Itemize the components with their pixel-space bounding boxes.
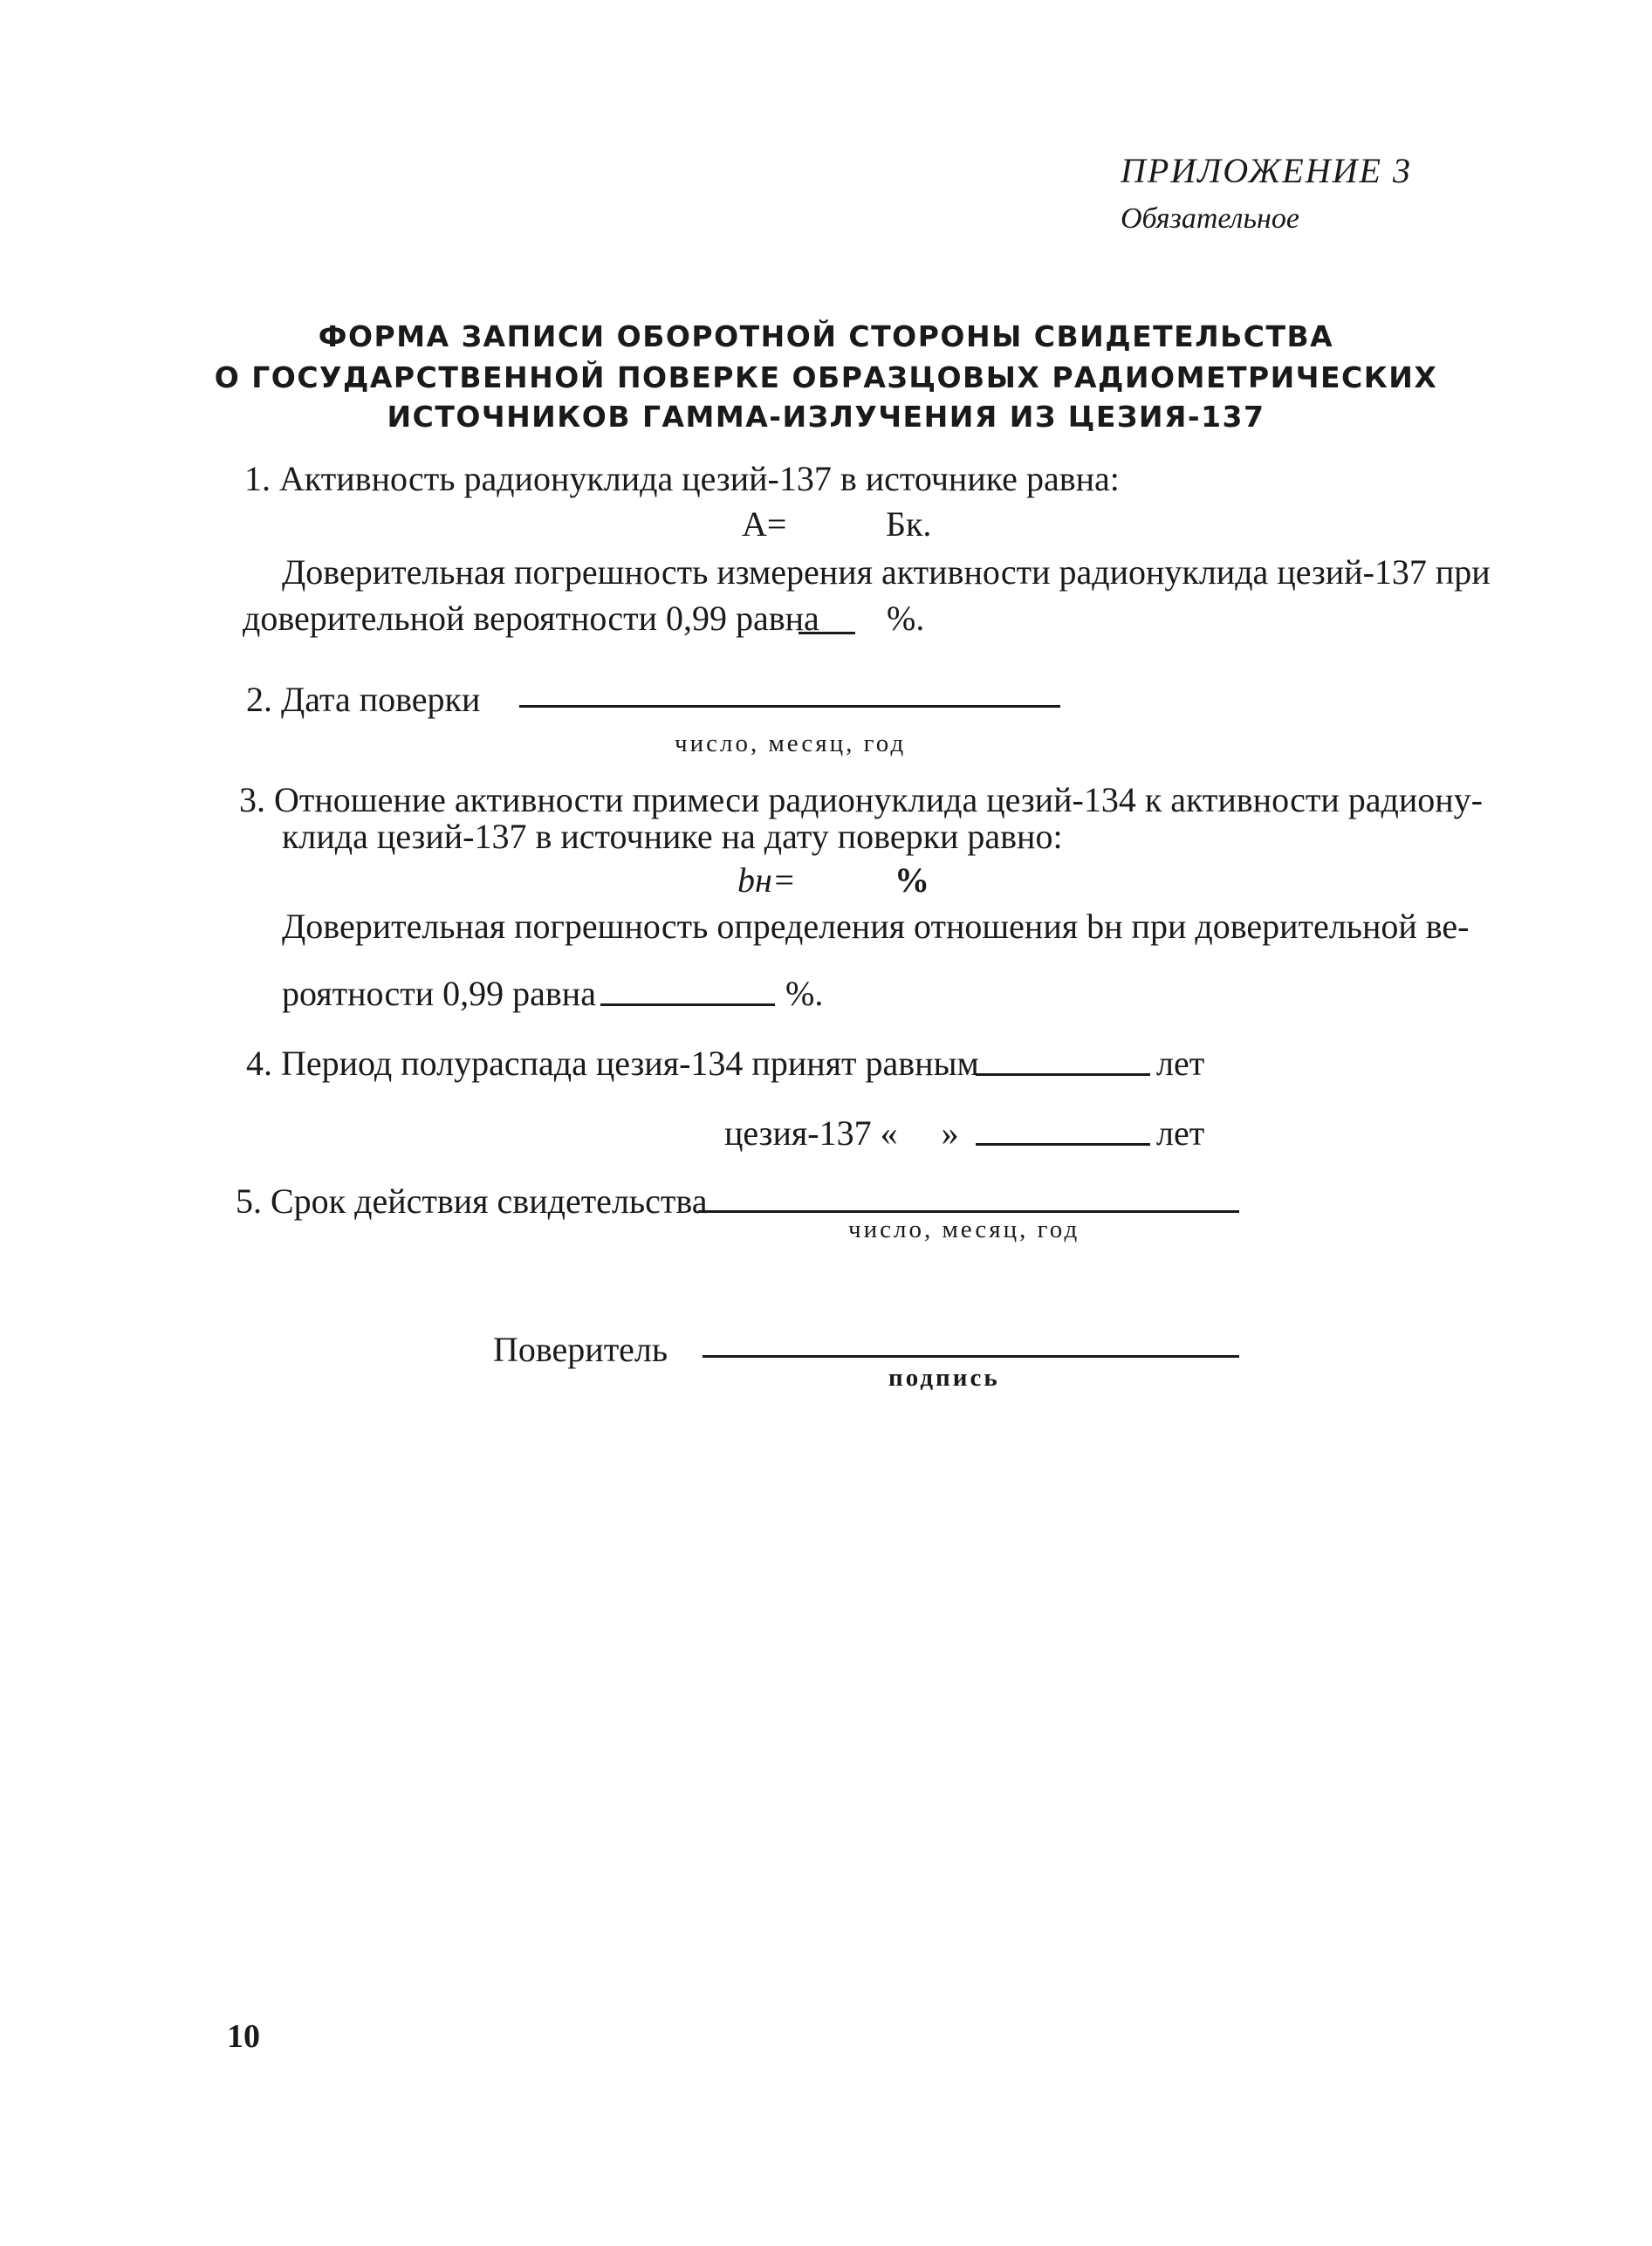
item-2-label: 2. Дата поверки: [246, 680, 481, 719]
item-1-error-blank[interactable]: [799, 632, 855, 634]
item-1-error-line-2: доверительной вероятности 0,99 равна: [243, 599, 819, 638]
signature-label: Поверитель: [493, 1330, 668, 1369]
appendix-title: ПРИЛОЖЕНИЕ 3: [1121, 151, 1412, 190]
item-1-error-unit: %.: [887, 599, 925, 638]
item-3-error-line-1: Доверительная погрешность определения отношения bн при доверительной ве-: [282, 907, 1470, 946]
item-3-line-2: клида цезий-137 в источнике на дату поверки равно:: [282, 817, 1063, 856]
item-4-line-1: 4. Период полураспада цезия-134 принят равным: [246, 1044, 979, 1083]
item-3-formula-unit: %: [895, 860, 929, 900]
item-1-formula-left: A=: [742, 504, 787, 544]
item-3-error-unit: %.: [785, 974, 824, 1013]
form-heading-line-1: ФОРМА ЗАПИСИ ОБОРОТНОЙ СТОРОНЫ СВИДЕТЕЛЬСТВА: [318, 319, 1334, 353]
item-4-unit-2: лет: [1156, 1113, 1205, 1153]
item-3-formula-left: bн=: [737, 860, 796, 900]
form-heading-line-2: О ГОСУДАРСТВЕННОЙ ПОВЕРКЕ ОБРАЗЦОВЫХ РАДИОМЕТРИЧЕСКИХ: [214, 360, 1438, 394]
appendix-note: Обязательное: [1121, 202, 1299, 235]
signature-caption: подпись: [888, 1364, 1000, 1392]
signature-blank[interactable]: [703, 1355, 1239, 1358]
item-2-date-blank[interactable]: [519, 705, 1060, 708]
item-3-error-blank[interactable]: [600, 1003, 775, 1006]
page-number: 10: [227, 2018, 260, 2055]
item-3-error-line-2: роятности 0,99 равна: [282, 974, 596, 1013]
item-5-caption: число, месяц, год: [848, 1215, 1080, 1243]
item-4-cs137-blank[interactable]: [976, 1143, 1150, 1146]
item-2-caption: число, месяц, год: [675, 729, 907, 757]
item-5-validity-blank[interactable]: [698, 1210, 1239, 1213]
item-4-cs134-blank[interactable]: [976, 1073, 1150, 1076]
item-3-line-1: 3. Отношение активности примеси радионуклида цезий-134 к активности радиону-: [239, 780, 1483, 819]
item-1-formula-unit: Бк.: [886, 504, 932, 544]
item-4-unit-1: лет: [1156, 1044, 1205, 1083]
item-1-text: 1. Активность радионуклида цезий-137 в источнике равна:: [244, 459, 1120, 498]
item-4-line-2: цезия-137 « »: [724, 1113, 959, 1153]
item-5-label: 5. Срок действия свидетельства: [236, 1181, 708, 1221]
form-heading-line-3: ИСТОЧНИКОВ ГАММА-ИЗЛУЧЕНИЯ ИЗ ЦЕЗИЯ-137: [387, 400, 1265, 434]
item-1-error-line-1: Доверительная погрешность измерения активности радионуклида цезий-137 при: [282, 552, 1491, 592]
